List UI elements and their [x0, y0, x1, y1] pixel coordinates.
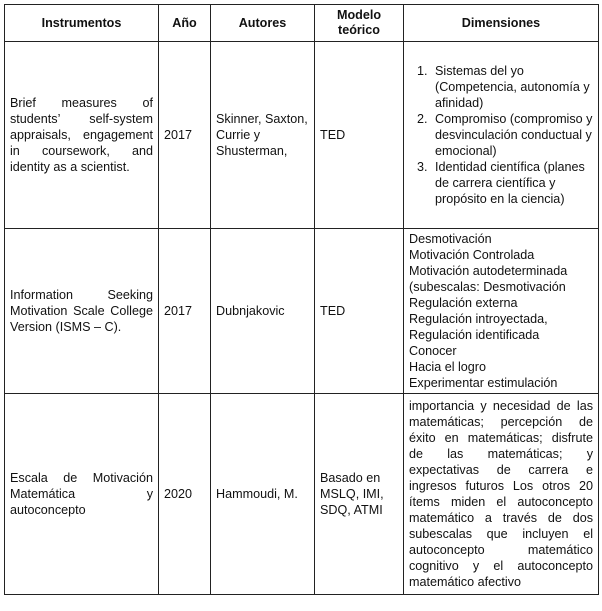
table-row — [5, 42, 599, 229]
dimension-line: Motivación Controlada — [409, 248, 535, 262]
dimension-line: (subescalas: Desmotivación — [409, 280, 566, 294]
dimension-line: Conocer — [409, 344, 457, 358]
dimension-line: Desmotivación — [409, 232, 492, 246]
cell-dimensiones: importancia y necesidad de las matemáticas; percepción de éxito en matemáticas; disfrute de las matemáticas; y expectativas de carrera e ingresos futuros Los otros 20 ítems miden el autoconcepto matemático a través de dos subescalas que incluyen el autoconcepto matemático cognitivo y el autoconcepto matemático afectivo — [404, 394, 599, 595]
header-row — [5, 5, 599, 42]
cell-autores: Dubnjakovic — [211, 229, 315, 394]
cell-dimensiones — [404, 42, 599, 229]
header-instrumentos: Instrumentos — [5, 5, 159, 42]
cell-modelo: TED — [315, 229, 404, 394]
instruments-table — [4, 4, 599, 595]
cell-instrumento: Brief measures of students’ self-system appraisals, engagement in coursework, and identity as a scientist. — [5, 42, 159, 229]
cell-modelo: Basado en MSLQ, IMI, SDQ, ATMI — [315, 394, 404, 595]
dimension-line: Regulación introyectada, — [409, 312, 548, 326]
cell-anio: 2020 — [159, 394, 211, 595]
dimension-line: Regulación externa — [409, 296, 518, 310]
dimension-line: Motivación autodeterminada — [409, 264, 568, 278]
dimensiones-list — [409, 63, 593, 207]
dimension-line: Regulación identificada — [409, 328, 540, 342]
cell-autores: Hammoudi, M. — [211, 394, 315, 595]
cell-autores: Skinner, Saxton, Currie y Shusterman, — [211, 42, 315, 229]
table-row — [5, 229, 599, 394]
list-item: 1. Sistemas del yo (Competencia, autonomía y afinidad) — [431, 63, 593, 111]
dimension-line: Experimentar estimulación — [409, 376, 558, 390]
list-item: 2. Compromiso (compromiso y desvinculación conductual y emocional) — [431, 111, 593, 159]
cell-modelo: TED — [315, 42, 404, 229]
cell-anio: 2017 — [159, 229, 211, 394]
cell-dimensiones — [404, 229, 599, 394]
header-modelo: Modelo teórico — [315, 5, 404, 42]
header-autores: Autores — [211, 5, 315, 42]
header-dimensiones: Dimensiones — [404, 5, 599, 42]
cell-instrumento: Information Seeking Motivation Scale College Version (ISMS – C). — [5, 229, 159, 394]
cell-instrumento: Escala de Motivación Matemática y autoconcepto — [5, 394, 159, 595]
dimension-line: Hacia el logro — [409, 360, 487, 374]
table-row — [5, 394, 599, 595]
cell-anio: 2017 — [159, 42, 211, 229]
header-anio: Año — [159, 5, 211, 42]
list-item: 3. Identidad científica (planes de carrera científica y propósito en la ciencia) — [431, 159, 593, 207]
